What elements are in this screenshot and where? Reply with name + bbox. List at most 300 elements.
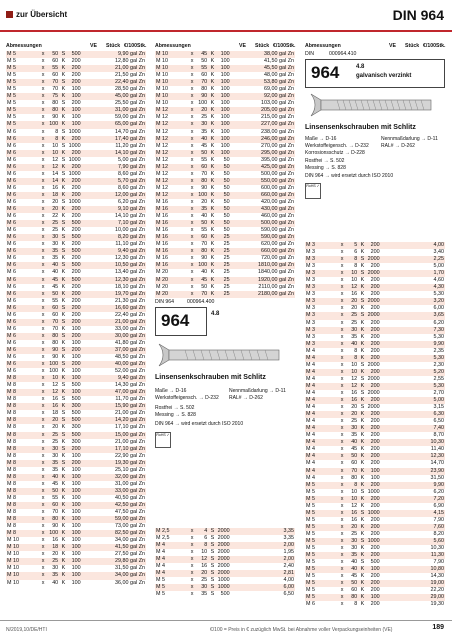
table-cell: 12,30 gal Zn (82, 255, 146, 262)
table-cell: 35 (346, 432, 359, 439)
table-cell: x (339, 263, 346, 270)
table-cell: 55 (196, 157, 209, 164)
table-row (155, 291, 295, 298)
table-cell: 38,00 gal Zn (231, 51, 295, 58)
table-cell: x (189, 164, 196, 171)
table-cell: M 3 (305, 341, 339, 348)
table-cell: S (208, 577, 216, 584)
table-cell: 42,50 gal Zn (82, 502, 146, 509)
spec-line: DIN 964 → wird ersetzt durch ISO 2010 (305, 173, 394, 179)
table-cell: 2,55 (381, 376, 445, 383)
table-cell: x (189, 556, 196, 563)
table-cell: 10 (346, 369, 359, 376)
table-cell: 35 (346, 552, 359, 559)
table-cell: 500 (68, 417, 82, 424)
table-cell: 20 (47, 206, 60, 213)
table-cell: x (339, 376, 346, 383)
table-cell: M 8 (6, 375, 40, 382)
table-cell: x (40, 481, 47, 488)
table-cell: M 5 (155, 577, 189, 584)
table-cell: 30 (47, 565, 60, 572)
price-table-col2 (155, 51, 295, 298)
table-cell: 25 (217, 241, 231, 248)
table-cell: 460,00 gal Zn (231, 213, 295, 220)
table-cell: 500 (68, 234, 82, 241)
table-cell: 10 (196, 549, 209, 556)
table-cell: 5,30 (381, 334, 445, 341)
table-cell: M 5 (6, 121, 40, 128)
table-cell: M 8 (6, 453, 40, 460)
table-cell: 215,00 gal Zn (231, 114, 295, 121)
table-cell: M 5 (305, 503, 339, 510)
table-cell: M 8 (6, 424, 40, 431)
table-cell: 11,10 gal Zn (82, 241, 146, 248)
table-row (155, 277, 295, 284)
rohs-badge: RoHS ✓ (305, 183, 321, 199)
table-cell: S (59, 361, 67, 368)
table-cell: 90 (47, 523, 60, 530)
table-cell: S (59, 220, 67, 227)
table-row (6, 284, 146, 291)
table-cell: S (59, 51, 67, 58)
table-cell: 100 (47, 368, 60, 375)
table-cell: x (40, 58, 47, 65)
table-cell: 100 (68, 389, 82, 396)
table-row (305, 249, 445, 256)
table-cell: x (339, 503, 346, 510)
table-cell: 2000 (217, 556, 230, 563)
table-cell: M 6 (6, 354, 40, 361)
table-cell: 13,40 gal Zn (82, 269, 146, 276)
table-cell: S (59, 410, 67, 417)
table-cell: K (358, 397, 366, 404)
table-cell: 6,20 (381, 489, 445, 496)
table-cell: x (339, 446, 346, 453)
table-cell: M 4 (305, 439, 339, 446)
table-row (305, 552, 445, 559)
table-row (6, 403, 146, 410)
table-cell: 5,30 (381, 355, 445, 362)
table-cell: 16 (346, 390, 359, 397)
table-row (305, 348, 445, 355)
table-cell: 16 (346, 397, 359, 404)
table-cell: x (40, 136, 47, 143)
table-cell: 11,40 (381, 446, 445, 453)
table-cell: M 10 (6, 537, 40, 544)
table-cell: S (208, 528, 216, 535)
table-cell: 80 (196, 86, 209, 93)
table-cell: 7,90 (381, 517, 445, 524)
table-cell: x (339, 284, 346, 291)
table-cell: 8,20 (381, 531, 445, 538)
table-cell: 1000 (68, 156, 81, 163)
table-row (155, 129, 295, 136)
table-cell: M 5 (305, 573, 339, 580)
table-cell: x (189, 178, 196, 185)
table-row (6, 396, 146, 403)
table-cell: 1000 (68, 128, 81, 135)
table-row (305, 510, 445, 517)
table-cell: x (189, 577, 196, 584)
table-cell: M 16 (155, 255, 189, 262)
table-cell: 80 (346, 475, 359, 482)
table-row (6, 453, 146, 460)
table-cell: S (59, 129, 67, 136)
table-cell: M 4 (305, 390, 339, 397)
table-cell: M 3 (305, 320, 339, 327)
table-row (155, 528, 295, 535)
table-cell: 200 (367, 383, 381, 390)
table-row (155, 107, 295, 114)
spec-line: Maße → D-16 (305, 136, 337, 142)
table-row (155, 556, 295, 563)
table-cell: M 4 (305, 475, 339, 482)
table-cell: x (40, 107, 47, 114)
table-cell: x (339, 453, 346, 460)
table-cell: K (358, 468, 366, 475)
table-cell: 100 (217, 65, 231, 72)
table-cell: 45 (196, 143, 209, 150)
table-cell: M 16 (155, 234, 189, 241)
top-bar (0, 0, 452, 30)
table-cell: x (189, 570, 196, 577)
table-cell: x (189, 143, 196, 150)
din-label: DIN (305, 51, 314, 57)
table-cell: K (358, 587, 366, 594)
table-cell: M 16 (155, 248, 189, 255)
table-cell: 200 (68, 269, 82, 276)
table-cell: K (208, 227, 216, 234)
table-cell: 21,00 gal Zn (82, 439, 146, 446)
table-cell: 200 (68, 291, 82, 298)
table-cell: S (59, 248, 67, 255)
table-cell: M 5 (6, 107, 40, 114)
table-cell: K (208, 86, 216, 93)
table-cell: 1000 (68, 170, 81, 177)
table-cell: 103,00 gal Zn (231, 100, 295, 107)
table-cell: 8 (47, 136, 60, 143)
table-row (305, 334, 445, 341)
back-to-overview-button[interactable] (6, 10, 67, 19)
table-row (6, 558, 146, 565)
table-row (305, 517, 445, 524)
table-cell: x (339, 559, 346, 566)
table-cell: 80 (346, 594, 359, 601)
table-cell: 100 (217, 72, 231, 79)
table-cell: x (40, 143, 47, 150)
table-cell: K (208, 58, 216, 65)
table-cell: M 5 (155, 584, 189, 591)
table-cell: M 4 (155, 563, 189, 570)
table-row (6, 474, 146, 481)
table-cell: K (59, 121, 67, 128)
table-cell: x (189, 262, 196, 269)
norm-box (155, 307, 207, 336)
table-cell: 100 (68, 93, 82, 100)
table-row (305, 425, 445, 432)
table-cell: 200 (68, 100, 82, 107)
table-cell: M 16 (155, 206, 189, 213)
table-cell: 50 (217, 192, 231, 199)
table-cell: K (59, 502, 67, 509)
table-row (6, 354, 146, 361)
table-cell: 7,30 (381, 327, 445, 334)
table-cell: M 8 (6, 523, 40, 530)
table-cell: x (40, 396, 47, 403)
table-cell: M 8 (6, 488, 40, 495)
table-cell: K (59, 551, 67, 558)
table-cell: 41,80 gal Zn (82, 340, 146, 347)
table-cell: M 3 (305, 263, 339, 270)
table-cell: 200 (367, 425, 381, 432)
table-cell: K (358, 411, 366, 418)
table-cell: 5,30 (381, 383, 445, 390)
table-cell: 37,00 gal Zn (82, 347, 146, 354)
table-cell: 10 (47, 150, 60, 157)
table-cell: 1920,00 gal Zn (231, 277, 295, 284)
table-cell: x (40, 410, 47, 417)
table-cell: M 20 (155, 291, 189, 298)
table-cell: 100 (367, 468, 381, 475)
table-cell: x (339, 524, 346, 531)
table-cell: K (208, 269, 216, 276)
price-table-col1 (6, 51, 146, 587)
table-cell: 10,30 (381, 439, 445, 446)
table-cell: 200 (68, 65, 82, 72)
table-cell: 8 (196, 542, 209, 549)
table-cell: 2000 (367, 270, 380, 277)
table-cell: 30,00 gal Zn (82, 333, 146, 340)
table-cell: S (59, 446, 67, 453)
table-cell: M 8 (6, 495, 40, 502)
table-row (6, 389, 146, 396)
table-row (155, 79, 295, 86)
table-row (155, 150, 295, 157)
table-cell: 14,70 gal Zn (82, 129, 146, 136)
table-cell: 31,50 gal Zn (82, 565, 146, 572)
table-cell: 200 (367, 446, 381, 453)
table-cell: 60 (196, 164, 209, 171)
table-cell: 100 (68, 523, 82, 530)
table-cell: K (358, 249, 366, 256)
table-cell: 100 (217, 93, 231, 100)
table-cell: 1000 (68, 142, 81, 149)
table-cell: x (189, 100, 196, 107)
table-cell: x (339, 531, 346, 538)
table-cell: M 16 (155, 227, 189, 234)
table-row (155, 114, 295, 121)
table-cell: M 6 (6, 255, 40, 262)
table-row (6, 361, 146, 368)
table-cell: 12 (47, 382, 60, 389)
table-row (6, 150, 146, 157)
table-cell: 17,10 gal Zn (82, 446, 146, 453)
table-cell: 200 (367, 503, 381, 510)
table-row (6, 340, 146, 347)
table-cell: 35 (47, 255, 60, 262)
table-cell: 100 (68, 121, 82, 128)
table-cell: M 10 (6, 565, 40, 572)
table-cell: K (59, 227, 67, 234)
spec-line: Rostfrei → S. 502 (305, 158, 345, 164)
table-cell: x (339, 594, 346, 601)
table-row (6, 580, 146, 587)
table-cell: x (40, 114, 47, 121)
table-cell: 4,60 (381, 277, 445, 284)
table-cell: K (208, 241, 216, 248)
table-cell: 1,70 (381, 270, 445, 277)
table-row (155, 563, 295, 570)
table-row (305, 284, 445, 291)
table-cell: x (339, 468, 346, 475)
table-row (155, 136, 295, 143)
spec-line: Messing → S. 828 (305, 165, 346, 171)
table-row (6, 241, 146, 248)
table-cell: 75 (47, 93, 60, 100)
table-cell: M 10 (155, 100, 189, 107)
table-cell: 10 (346, 489, 359, 496)
spec-line-right: Nennmaßdarlung → D-11 (381, 136, 438, 142)
table-cell: K (208, 143, 216, 150)
table-cell: 6,30 (381, 411, 445, 418)
table-cell: 10 (346, 362, 359, 369)
table-cell: K (358, 446, 366, 453)
table-cell: x (339, 305, 346, 312)
table-cell: x (189, 234, 196, 241)
table-cell: x (189, 241, 196, 248)
table-cell: x (189, 129, 196, 136)
table-cell: S (358, 298, 366, 305)
product-title: Linsensenkschrauben mit Schlitz (155, 374, 266, 381)
table-cell: M 6 (6, 319, 40, 326)
table-cell: M 5 (305, 559, 339, 566)
table-cell: 14 (47, 171, 60, 178)
table-cell: M 5 (305, 496, 339, 503)
table-cell: 3,65 (381, 312, 445, 319)
table-cell: K (358, 348, 366, 355)
footer-divider (0, 620, 452, 621)
table-cell: 90 (47, 347, 60, 354)
table-cell: 4,00 (381, 242, 445, 249)
table-cell: x (40, 100, 47, 107)
table-cell: K (59, 269, 67, 276)
table-cell: K (358, 291, 366, 298)
table-cell: M 10 (155, 93, 189, 100)
table-cell: 25 (217, 284, 231, 291)
table-cell: M 4 (305, 383, 339, 390)
table-cell: M 4 (155, 549, 189, 556)
product-block-galvanized (305, 50, 445, 240)
table-cell: x (339, 538, 346, 545)
table-cell: M 10 (6, 572, 40, 579)
table-cell: M 6 (6, 206, 40, 213)
table-cell: 2000 (367, 312, 380, 319)
table-cell: 500,00 gal Zn (231, 171, 295, 178)
table-row (155, 577, 295, 584)
table-cell: K (59, 403, 67, 410)
table-cell: K (208, 220, 216, 227)
table-row (6, 537, 146, 544)
table-cell: x (339, 552, 346, 559)
table-cell: M 12 (155, 129, 189, 136)
table-cell: x (40, 305, 47, 312)
table-cell: 25 (346, 531, 359, 538)
table-cell: x (40, 446, 47, 453)
table-cell: 25,10 gal Zn (82, 467, 146, 474)
table-cell: S (59, 100, 67, 107)
table-row (305, 531, 445, 538)
table-cell: 60 (47, 312, 60, 319)
table-cell: x (189, 291, 196, 298)
table-cell: M 8 (6, 446, 40, 453)
table-cell: x (40, 453, 47, 460)
table-cell: 2,35 (381, 348, 445, 355)
spec-line: Korrosionsschutz → D-228 (305, 150, 365, 156)
table-cell: 200 (68, 312, 82, 319)
table-cell: 3,40 (381, 249, 445, 256)
table-row (6, 446, 146, 453)
table-cell: x (189, 563, 196, 570)
table-cell: K (59, 439, 67, 446)
table-row (155, 178, 295, 185)
table-cell: 17,10 gal Zn (82, 424, 146, 431)
table-cell: 50 (217, 199, 231, 206)
table-row (155, 584, 295, 591)
table-cell: 40 (196, 213, 209, 220)
table-cell: M 3 (305, 270, 339, 277)
table-cell: S (59, 79, 67, 86)
table-cell: x (339, 270, 346, 277)
table-cell: 40 (346, 341, 359, 348)
table-cell: x (189, 86, 196, 93)
table-cell: M 5 (305, 517, 339, 524)
table-cell: 16,60 gal Zn (82, 305, 146, 312)
table-cell: x (339, 489, 346, 496)
table-cell: 50 (196, 150, 209, 157)
table-cell: 3,20 (381, 298, 445, 305)
table-row (6, 213, 146, 220)
table-cell: 100 (68, 86, 82, 93)
table-cell: 31,00 gal Zn (82, 107, 146, 114)
table-cell: K (358, 305, 366, 312)
table-row (305, 411, 445, 418)
table-cell: 25 (196, 114, 209, 121)
table-cell: 70 (47, 509, 60, 516)
table-cell: x (40, 417, 47, 424)
table-cell: 425,00 gal Zn (231, 164, 295, 171)
table-cell: 45,00 gal Zn (82, 93, 146, 100)
table-cell: K (59, 284, 67, 291)
table-cell: 16 (47, 396, 60, 403)
table-row (6, 544, 146, 551)
table-cell: 500 (68, 432, 82, 439)
table-cell: 60 (196, 72, 209, 79)
table-cell: 1000 (217, 584, 230, 591)
table-cell: 70 (47, 86, 60, 93)
table-row (6, 234, 146, 241)
table-cell: K (358, 573, 366, 580)
table-cell: 5,60 (381, 538, 445, 545)
price-table-col2-lower (155, 528, 295, 598)
table-row (6, 86, 146, 93)
table-row (6, 143, 146, 150)
table-cell: K (208, 65, 216, 72)
table-cell: 9,90 gal Zn (82, 51, 146, 58)
table-cell: 200 (367, 601, 381, 608)
table-cell: 33,00 gal Zn (82, 488, 146, 495)
table-row (155, 269, 295, 276)
table-cell: M 16 (155, 213, 189, 220)
